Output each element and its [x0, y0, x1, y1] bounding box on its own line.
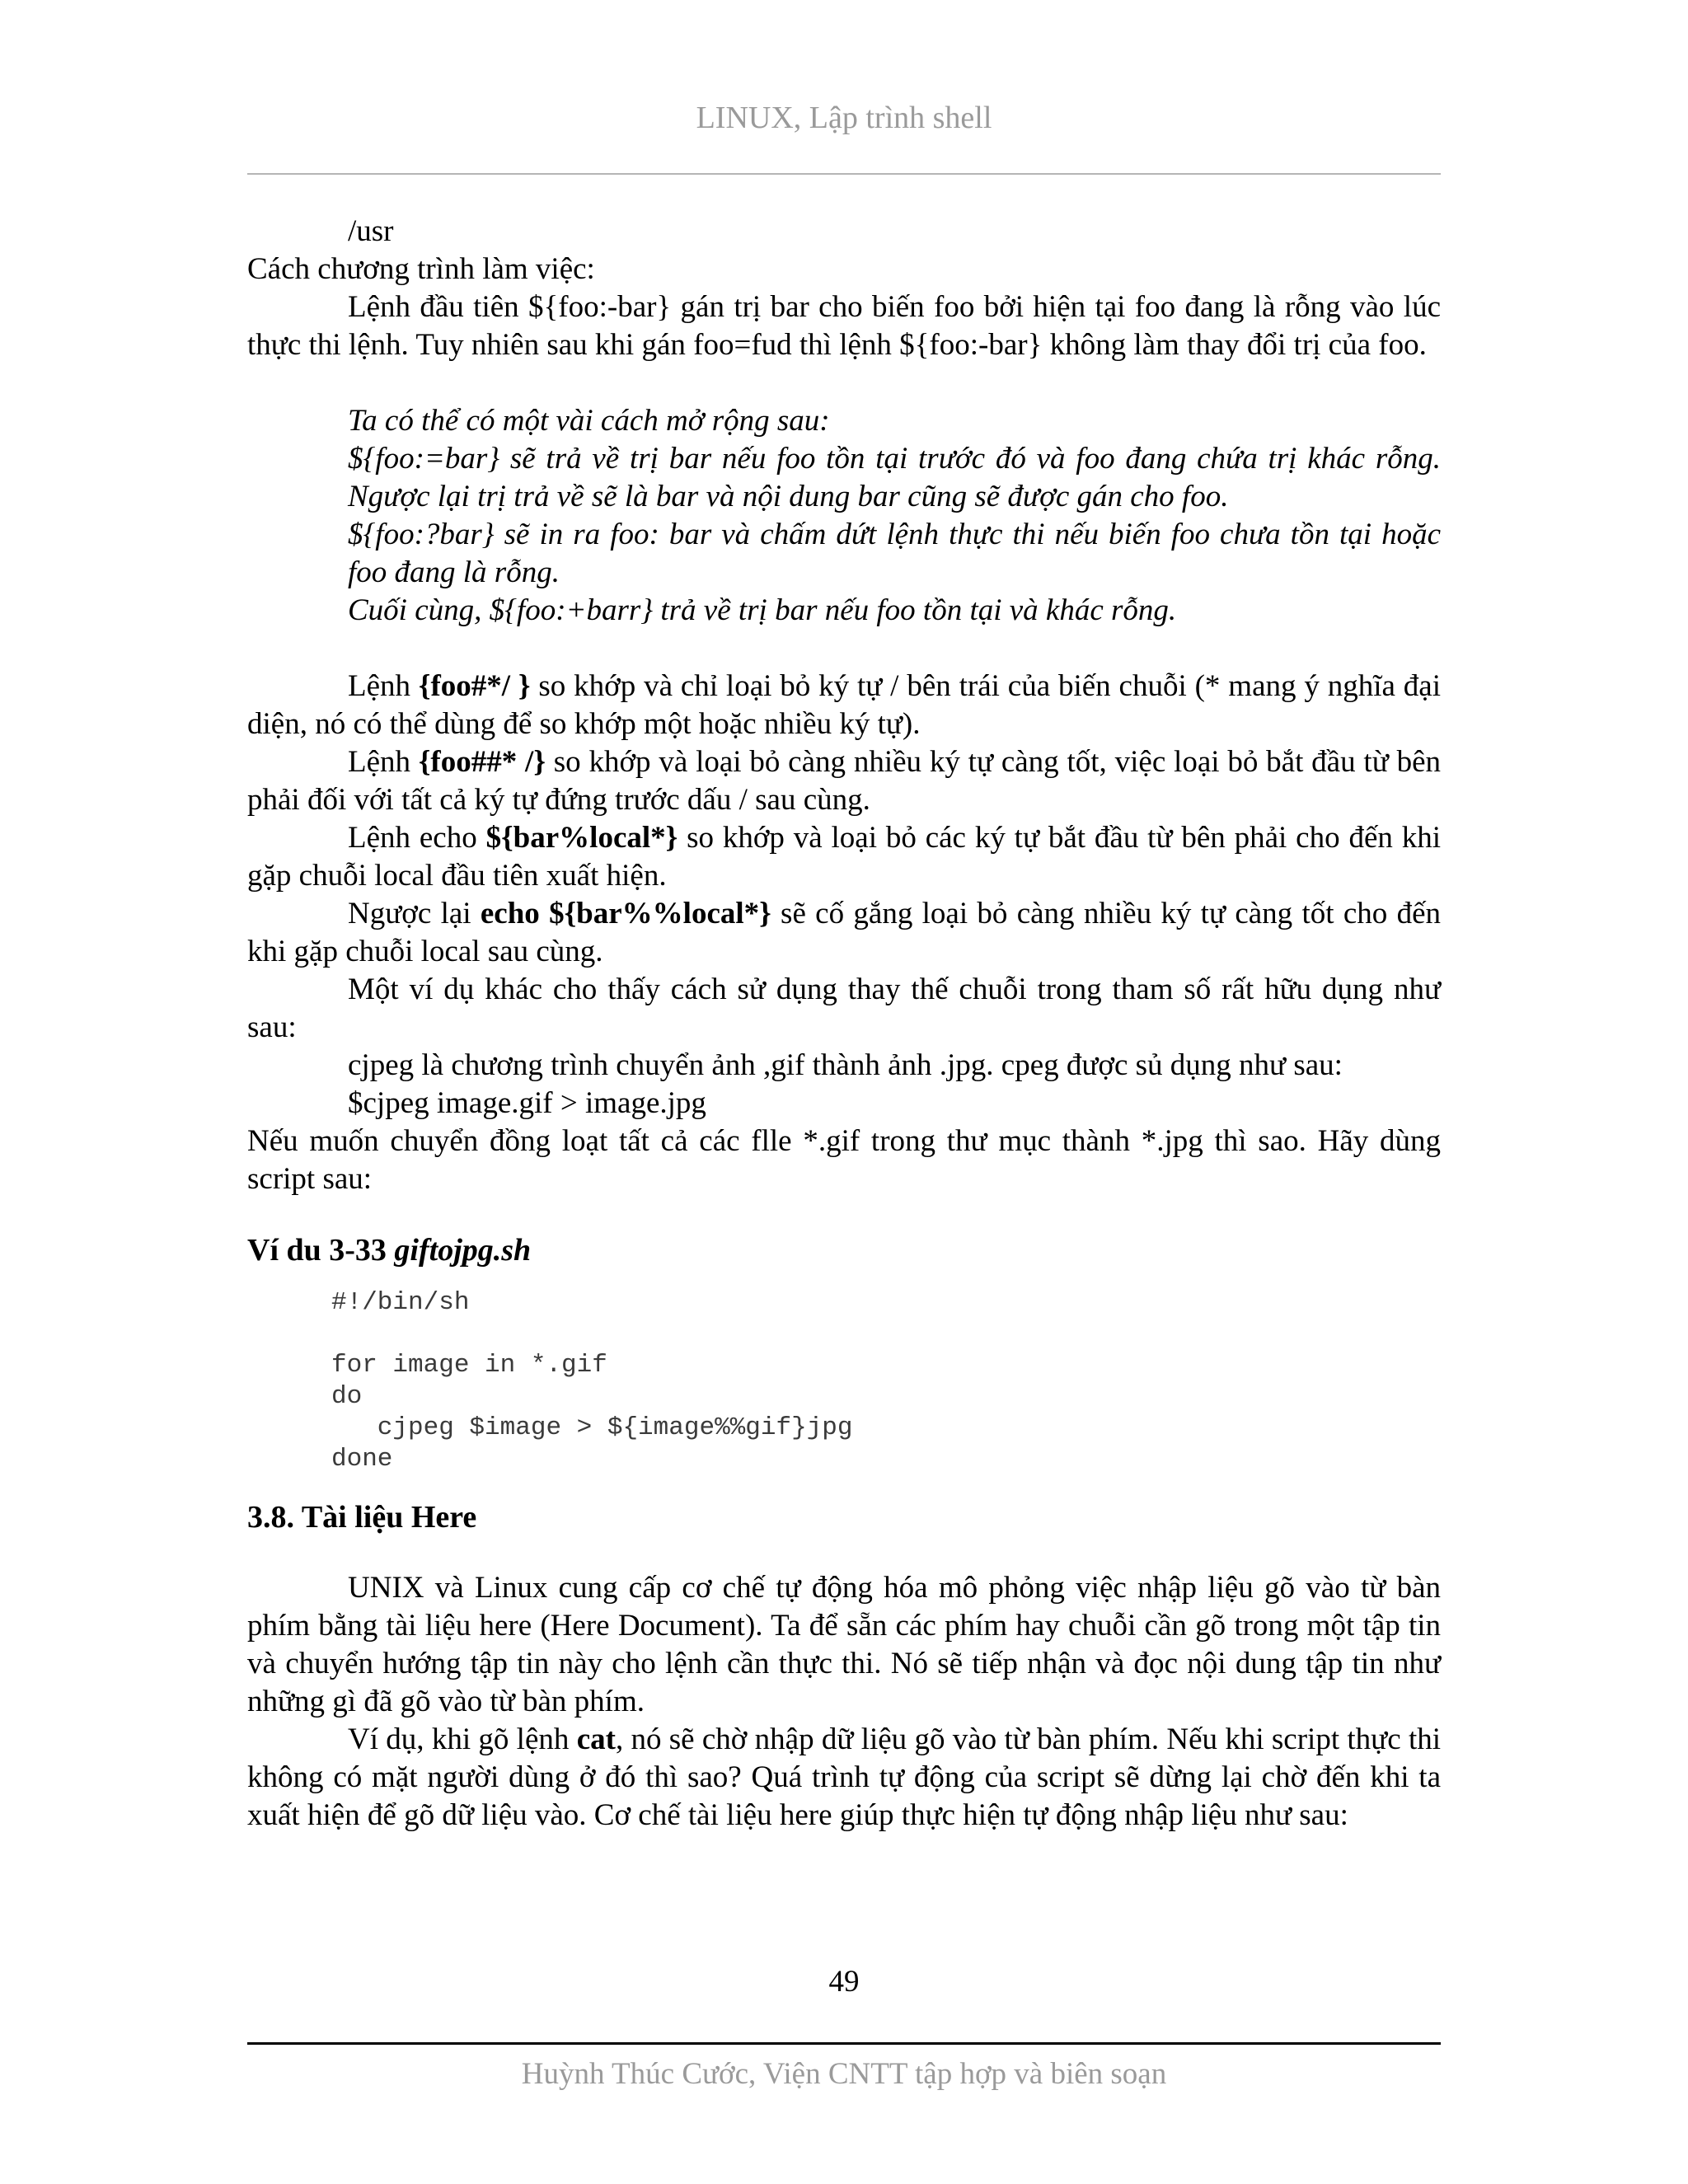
running-header: LINUX, Lập trình shell — [696, 101, 992, 135]
spacer — [247, 1271, 1441, 1287]
italic-note-block — [247, 402, 1441, 630]
paragraph: Lệnh đầu tiên ${foo:-bar} gán trị bar cho biến foo bởi hiện tại foo đang là rỗng vào lúc thực thi lệnh. Tuy nhiên sau khi gán foo=fud thì lệnh ${foo:-bar} không làm thay đổi trị của foo. — [247, 290, 1441, 362]
example-heading — [247, 1230, 1441, 1271]
text-run: , nó sẽ chờ nhập dữ liệu gõ vào từ bàn phím. Nếu khi script thực thi không có mặt người dùng ở đó thì sao? Quá trình tự động của script sẽ dừng lại chờ đến khi ta xuất hiện để gõ dữ liệu vào. Cơ chế tài liệu here giúp thực hiện tự động nhập liệu như sau: — [247, 1722, 1442, 1832]
bold-code-run: ${bar%local*} — [485, 821, 678, 855]
example-label: Ví du 3-33 — [247, 1233, 395, 1268]
bold-code-run: {foo##* /} — [418, 745, 546, 779]
bold-code-run: {foo#*/ } — [418, 669, 531, 703]
text-line: cjpeg là chương trình chuyển ảnh ,gif thành ảnh .jpg. cpeg được sủ dụng như sau: — [348, 1048, 1343, 1082]
text-run: Ngược lại — [348, 897, 481, 930]
paragraph — [247, 1721, 1441, 1835]
spacer — [247, 1198, 1441, 1230]
paragraph — [247, 895, 1441, 971]
text-run: so khớp và chỉ loại bỏ ký tự / bên trái của biến chuỗi (* mang ý nghĩa đại diện, nó có thể dùng để so khớp một hoặc nhiều ký tự). — [247, 669, 1441, 741]
code-line: for image in *.gif — [331, 1351, 607, 1380]
code-line — [247, 1319, 1441, 1350]
italic-line: ${foo:=bar} sẽ trả về trị bar nếu foo tồn tại trước đó và foo đang chứa trị khác rỗng. Ngược lại trị trả về sẽ là bar và nội dung bar cũng sẽ được gán cho foo. — [348, 442, 1441, 513]
example-filename: giftojpg.sh — [394, 1233, 532, 1268]
spacer — [247, 1475, 1441, 1497]
paragraph: Nếu muốn chuyển đồng loạt tất cả các flle *.gif trong thư mục thành *.jpg thì sao. Hãy dùng script sau: — [247, 1124, 1441, 1196]
paragraph — [247, 819, 1441, 895]
paragraph — [247, 668, 1441, 743]
italic-line: Ta có thể có một vài cách mở rộng sau: — [348, 404, 830, 438]
paragraph: UNIX và Linux cung cấp cơ chế tự động hóa mô phỏng việc nhập liệu gõ vào từ bàn phím bằng tài liệu here (Here Document). Ta để sẵn các phím hay chuỗi cần gõ trong một tập tin và chuyển hướng tập tin này cho lệnh cần thực thi. Nó sẽ tiếp nhận và đọc nội dung tập tin như những gì đã gõ vào từ bàn phím. — [247, 1571, 1441, 1718]
text-run: sẽ cố gắng loại bỏ càng nhiều ký tự càng tốt cho đến khi gặp chuỗi local sau cùng. — [247, 897, 1441, 968]
text-run: so khớp và loại bỏ càng nhiều ký tự càng tốt, việc loại bỏ bắt đầu từ bên phải đối với tất cả ký tự đứng trước dấu / sau cùng. — [247, 745, 1441, 817]
code-block — [247, 1287, 1441, 1475]
paragraph — [247, 743, 1441, 819]
code-line: #!/bin/sh — [331, 1288, 470, 1317]
running-footer: Huỳnh Thúc Cước, Viện CNTT tập hợp và biên soạn — [521, 2057, 1167, 2091]
text-run: so khớp và loại bỏ các ký tự bắt đầu từ bên phải cho đến khi gặp chuỗi local đầu tiên xuất hiện. — [247, 821, 1441, 893]
code-line: do — [331, 1382, 363, 1411]
spacer — [247, 1538, 1441, 1569]
text-run: Lệnh — [348, 669, 419, 703]
page-number: 49 — [828, 1965, 860, 1999]
text-line: $cjpeg image.gif > image.jpg — [348, 1086, 706, 1120]
code-line: done — [331, 1445, 393, 1474]
text-run: Lệnh echo — [348, 821, 486, 855]
text-line: Cách chương trình làm việc: — [247, 252, 595, 286]
bold-code-run: echo ${bar%%local*} — [480, 897, 771, 930]
text-run: Ví dụ, khi gõ lệnh — [348, 1722, 577, 1756]
spacer — [247, 630, 1441, 668]
footer-rule — [247, 2042, 1441, 2045]
header-rule — [247, 173, 1441, 175]
code-line: cjpeg $image > ${image%%gif}jpg — [331, 1413, 853, 1442]
section-heading: 3.8. Tài liệu Here — [247, 1500, 477, 1535]
italic-line: Cuối cùng, ${foo:+barr} trả về trị bar nếu foo tồn tại và khác rỗng. — [348, 593, 1177, 627]
text-run: Lệnh — [348, 745, 419, 779]
spacer — [247, 364, 1441, 402]
paragraph: Một ví dụ khác cho thấy cách sử dụng thay thế chuỗi trong tham số rất hữu dụng như sau: — [247, 972, 1441, 1044]
bold-code-run: cat — [576, 1722, 616, 1756]
text-line: /usr — [348, 214, 394, 248]
italic-line: ${foo:?bar} sẽ in ra foo: bar và chấm dứt lệnh thực thi nếu biến foo chưa tồn tại hoặc foo đang là rỗng. — [348, 518, 1441, 589]
page-content — [247, 213, 1441, 1835]
